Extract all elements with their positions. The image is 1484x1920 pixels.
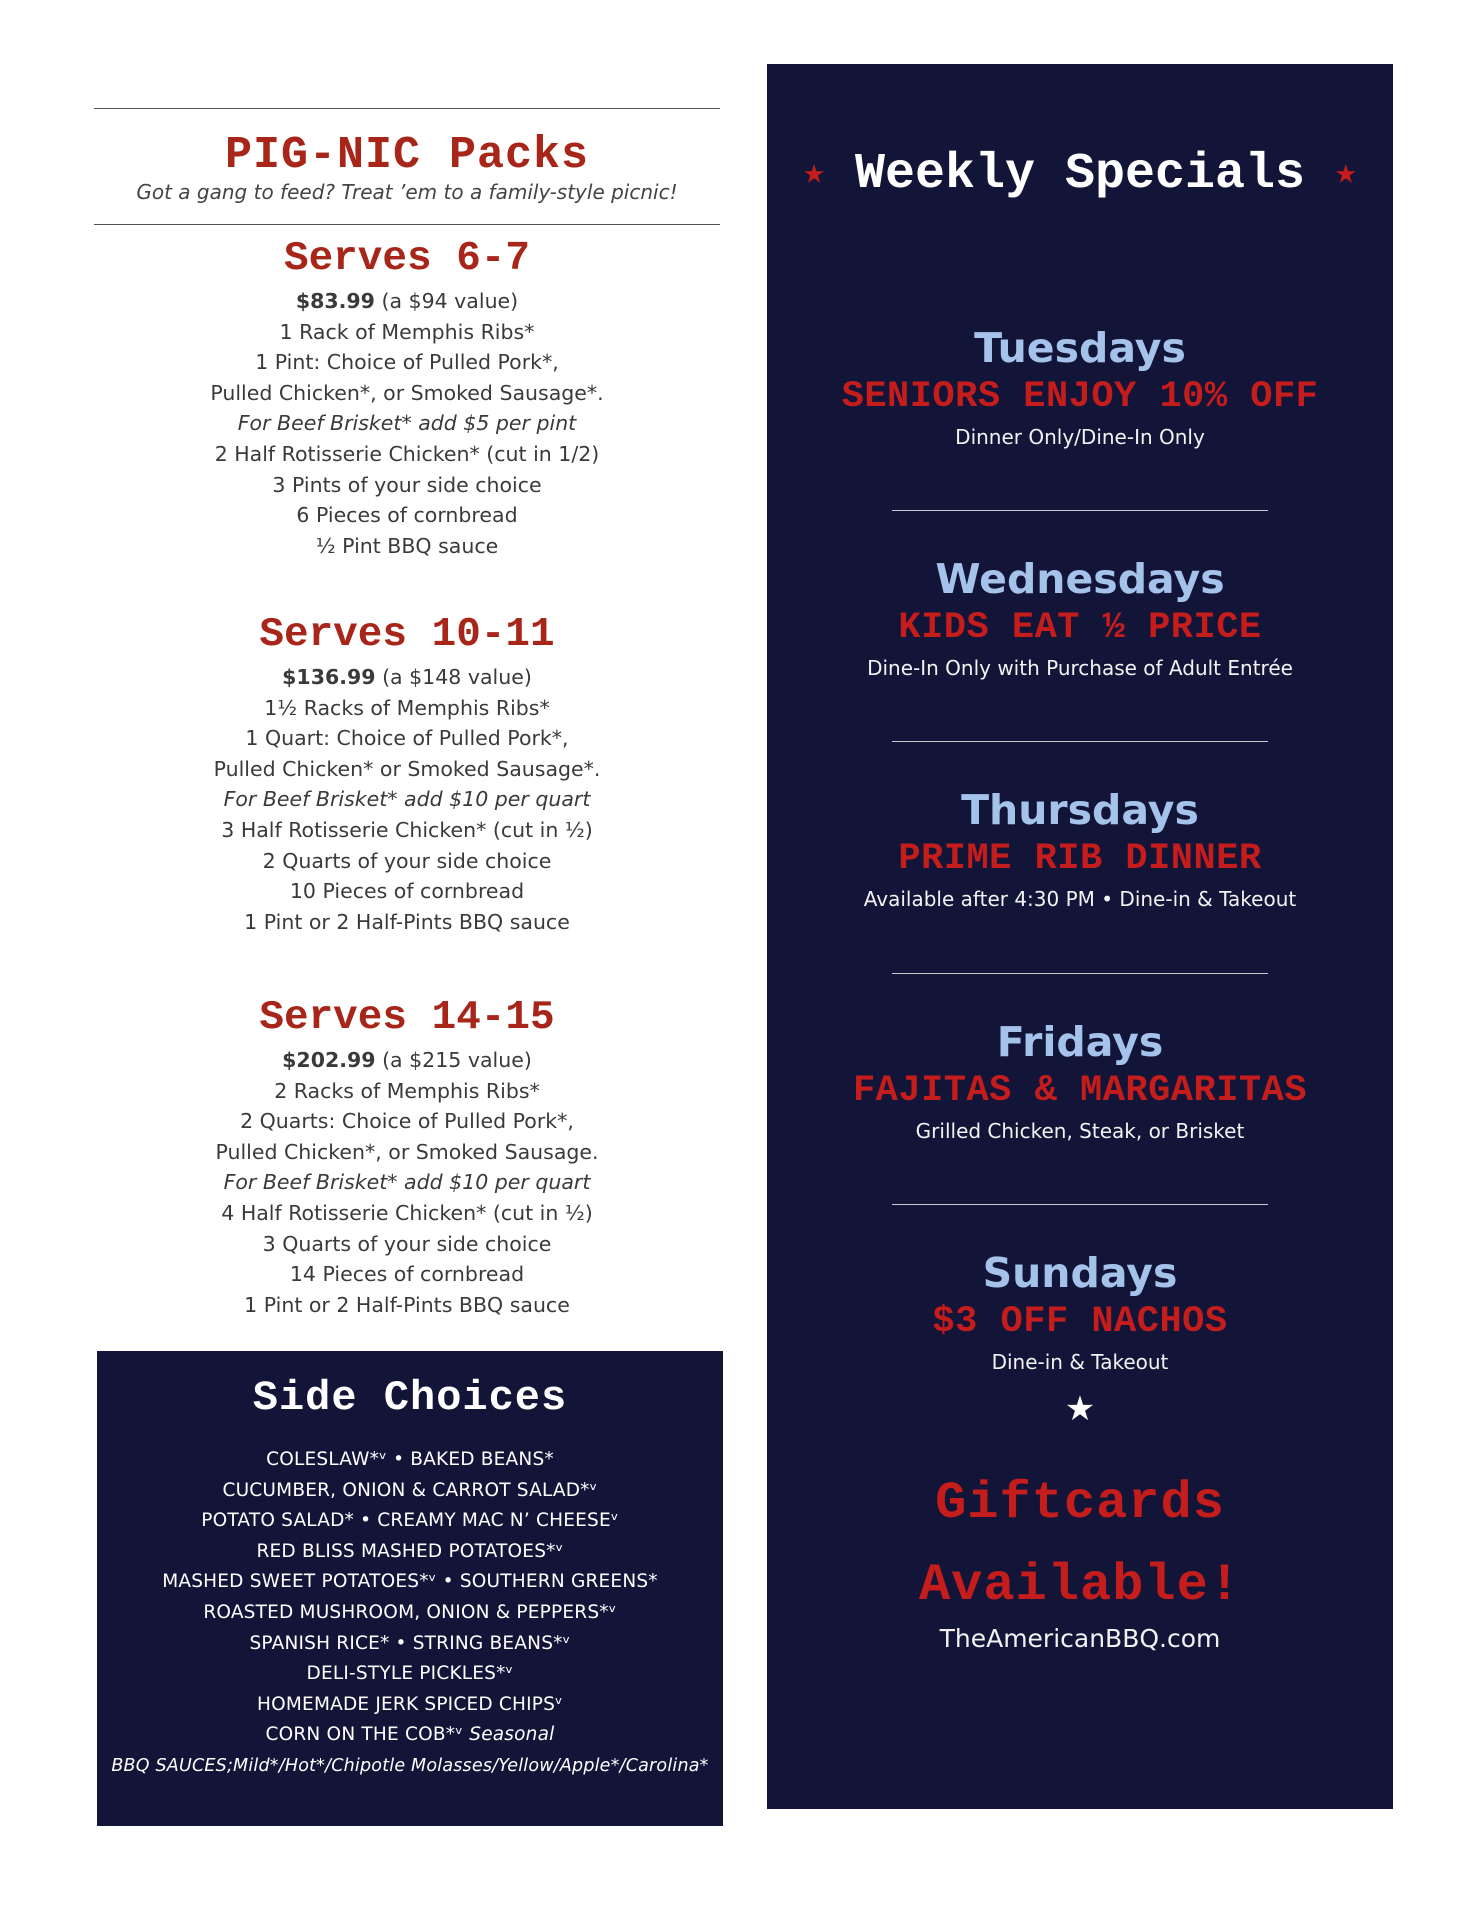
pack-brisket-note: For Beef Brisket* add $10 per quart — [223, 787, 591, 812]
weekly-specials-panel — [767, 64, 1393, 1809]
pack-item: Pulled Chicken*, or Smoked Sausage. — [215, 1139, 599, 1164]
pack-item: 1 Pint or 2 Half-Pints BBQ sauce — [244, 909, 570, 934]
side-item: MASHED SWEET POTATOES*ᵛ • SOUTHERN GREENS* — [162, 1571, 658, 1593]
day-name: Sundays — [982, 1249, 1178, 1297]
side-item: RED BLISS MASHED POTATOES*ᵛ — [256, 1540, 564, 1562]
red-star-icon: ★ — [1335, 153, 1357, 194]
weekly-specials-title: Weekly Specials — [854, 146, 1306, 204]
pack-item: 1 Rack of Memphis Ribs* — [279, 319, 535, 344]
pack-brisket-note: For Beef Brisket* add $5 per pint — [237, 411, 577, 436]
day-note: Dinner Only/Dine-In Only — [955, 425, 1205, 449]
picnic-title: PIG-NIC Packs — [224, 130, 590, 181]
day-note: Available after 4:30 PM • Dine-in & Takeout — [863, 887, 1297, 911]
side-item: CUCUMBER, ONION & CARROT SALAD*ᵛ — [222, 1479, 598, 1501]
pack-value: (a $148 value) — [375, 665, 532, 689]
side-item: DELI-STYLE PICKLES*ᵛ — [306, 1663, 514, 1685]
pack-item: 1½ Racks of Memphis Ribs* — [264, 695, 550, 720]
giftcards-line2: Available! — [918, 1556, 1242, 1615]
pack-item: 2 Racks of Memphis Ribs* — [274, 1078, 540, 1103]
pack-item: 1 Quart: Choice of Pulled Pork*, — [245, 726, 569, 751]
day-name: Wednesdays — [935, 555, 1225, 603]
side-item: COLESLAW*ᵛ • BAKED BEANS* — [266, 1449, 554, 1470]
white-star-icon: ★ — [1064, 1389, 1096, 1429]
special-fridays — [767, 1016, 1393, 1146]
top-rule — [94, 108, 720, 109]
pack-serves-14-15 — [94, 993, 720, 1320]
side-item: ROASTED MUSHROOM, ONION & PEPPERS*ᵛ — [203, 1601, 617, 1623]
weekly-specials-heading — [767, 144, 1393, 205]
day-special: $3 OFF NACHOS — [932, 1301, 1228, 1343]
day-note: Dine-in & Takeout — [991, 1350, 1169, 1374]
pack-item: 2 Half Rotisserie Chicken* (cut in 1/2) — [214, 441, 600, 466]
day-special: SENIORS ENJOY 10% OFF — [841, 376, 1319, 418]
website-link[interactable]: TheAmericanBBQ.com — [939, 1624, 1221, 1653]
pack-price-line — [94, 1045, 720, 1076]
pack-price-line — [94, 662, 720, 693]
pack-heading: Serves 14-15 — [259, 995, 555, 1041]
red-star-icon: ★ — [803, 153, 825, 194]
pack-item: 3 Quarts of your side choice — [262, 1231, 552, 1256]
pack-value: (a $94 value) — [374, 289, 519, 313]
special-sundays — [767, 1247, 1393, 1377]
pack-value: (a $215 value) — [375, 1048, 532, 1072]
day-note: Dine-In Only with Purchase of Adult Entrée — [867, 656, 1293, 680]
pack-item: 4 Half Rotisserie Chicken* (cut in ½) — [221, 1200, 593, 1225]
subtitle-rule — [94, 224, 720, 225]
divider — [892, 1204, 1268, 1205]
seasonal-label: Seasonal — [469, 1724, 555, 1746]
day-special: PRIME RIB DINNER — [898, 838, 1262, 880]
bbq-sauces: BBQ SAUCES;Mild*/Hot*/Chipotle Molasses/Yellow/Apple*/Carolina* — [111, 1755, 709, 1776]
pack-brisket-note: For Beef Brisket* add $10 per quart — [223, 1170, 591, 1195]
corn-label: CORN ON THE COB*ᵛ — [265, 1724, 464, 1746]
day-name: Tuesdays — [974, 324, 1186, 372]
special-tuesdays — [767, 322, 1393, 452]
pack-price: $83.99 — [295, 289, 375, 313]
side-item: SPANISH RICE* • STRING BEANS*ᵛ — [249, 1632, 571, 1654]
side-item-corn — [97, 1720, 723, 1751]
pack-serves-6-7 — [94, 234, 720, 561]
pack-item: 14 Pieces of cornbread — [289, 1262, 525, 1287]
divider — [892, 973, 1268, 974]
pack-price-line — [94, 286, 720, 317]
day-special: KIDS EAT ½ PRICE — [898, 607, 1262, 649]
pack-heading: Serves 6-7 — [283, 236, 531, 282]
day-name: Fridays — [996, 1018, 1164, 1066]
side-choices-title: Side Choices — [252, 1374, 568, 1422]
pack-item: 3 Pints of your side choice — [272, 472, 542, 497]
divider — [892, 741, 1268, 742]
pack-item: Pulled Chicken* or Smoked Sausage*. — [213, 756, 601, 781]
picnic-subtitle: Got a gang to feed? Treat ’em to a family-style picnic! — [136, 180, 678, 204]
pack-item: 6 Pieces of cornbread — [296, 503, 518, 528]
pack-item: 3 Half Rotisserie Chicken* (cut in ½) — [221, 817, 593, 842]
day-note: Grilled Chicken, Steak, or Brisket — [915, 1119, 1245, 1143]
pack-heading: Serves 10-11 — [259, 612, 555, 658]
side-item: POTATO SALAD* • CREAMY MAC N’ CHEESEᵛ — [201, 1510, 619, 1532]
pack-item: 1 Pint: Choice of Pulled Pork*, — [255, 350, 559, 375]
pack-item: 2 Quarts: Choice of Pulled Pork*, — [240, 1109, 574, 1134]
special-wednesdays — [767, 553, 1393, 683]
divider — [892, 510, 1268, 511]
pack-price: $202.99 — [282, 1048, 376, 1072]
pack-serves-10-11 — [94, 610, 720, 937]
day-special: FAJITAS & MARGARITAS — [852, 1070, 1308, 1112]
pack-item: 10 Pieces of cornbread — [289, 879, 525, 904]
special-thursdays — [767, 784, 1393, 914]
day-name: Thursdays — [961, 786, 1199, 834]
side-item: HOMEMADE JERK SPICED CHIPSᵛ — [257, 1693, 563, 1715]
side-choices-box — [97, 1351, 723, 1826]
pack-price: $136.99 — [282, 665, 376, 689]
pack-item: 1 Pint or 2 Half-Pints BBQ sauce — [244, 1292, 570, 1317]
pack-item: 2 Quarts of your side choice — [262, 848, 552, 873]
pack-item: ½ Pint BBQ sauce — [315, 533, 499, 558]
giftcards-line1: Giftcards — [935, 1474, 1225, 1533]
side-choices-list — [97, 1445, 723, 1782]
pack-item: Pulled Chicken*, or Smoked Sausage*. — [210, 380, 604, 405]
